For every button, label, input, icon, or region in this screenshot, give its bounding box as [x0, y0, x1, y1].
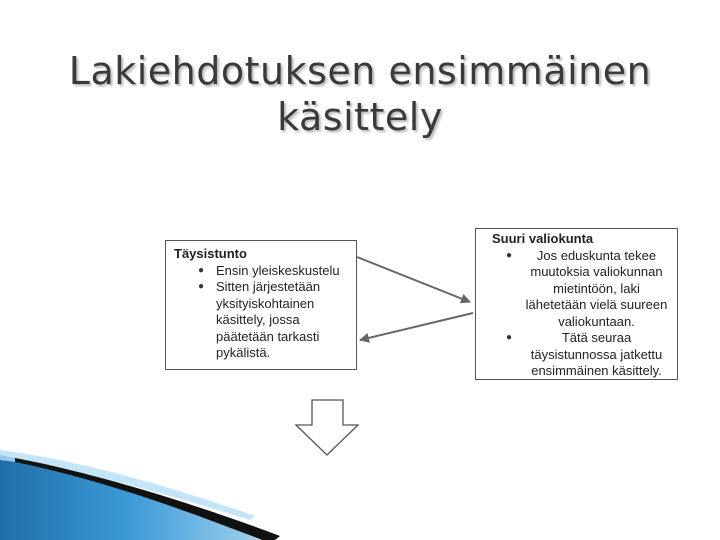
grand-committee-box-title: Suuri valiokunta: [492, 231, 594, 246]
slide-title-line-2: käsittely: [277, 95, 443, 139]
plenary-box-title: Täysistunto: [174, 246, 247, 261]
decorative-swoosh: [0, 450, 280, 540]
plenary-list-item: ● Ensin yleiskeskustelu: [174, 263, 348, 280]
arrow-to-grand-committee: [357, 257, 470, 302]
slide-title-line-1: Lakiehdotuksen ensimmäinen: [68, 49, 652, 93]
plenary-list-item: ● Sitten järjestetään yksityiskohtainen käsittely, jossa päätetään tarkasti pykälistä.: [174, 279, 348, 362]
down-arrow-icon: [296, 400, 358, 455]
grand-committee-list-item: ● Tätä seuraa täysistunnossa jatkettu ensimmäinen käsittely.: [484, 330, 669, 380]
grand-committee-list-item: ● Jos eduskunta tekee muutoksia valiokunnan mietintöön, laki lähetetään vielä suureen valiokuntaan.: [484, 248, 669, 331]
arrow-to-plenary: [360, 313, 473, 340]
